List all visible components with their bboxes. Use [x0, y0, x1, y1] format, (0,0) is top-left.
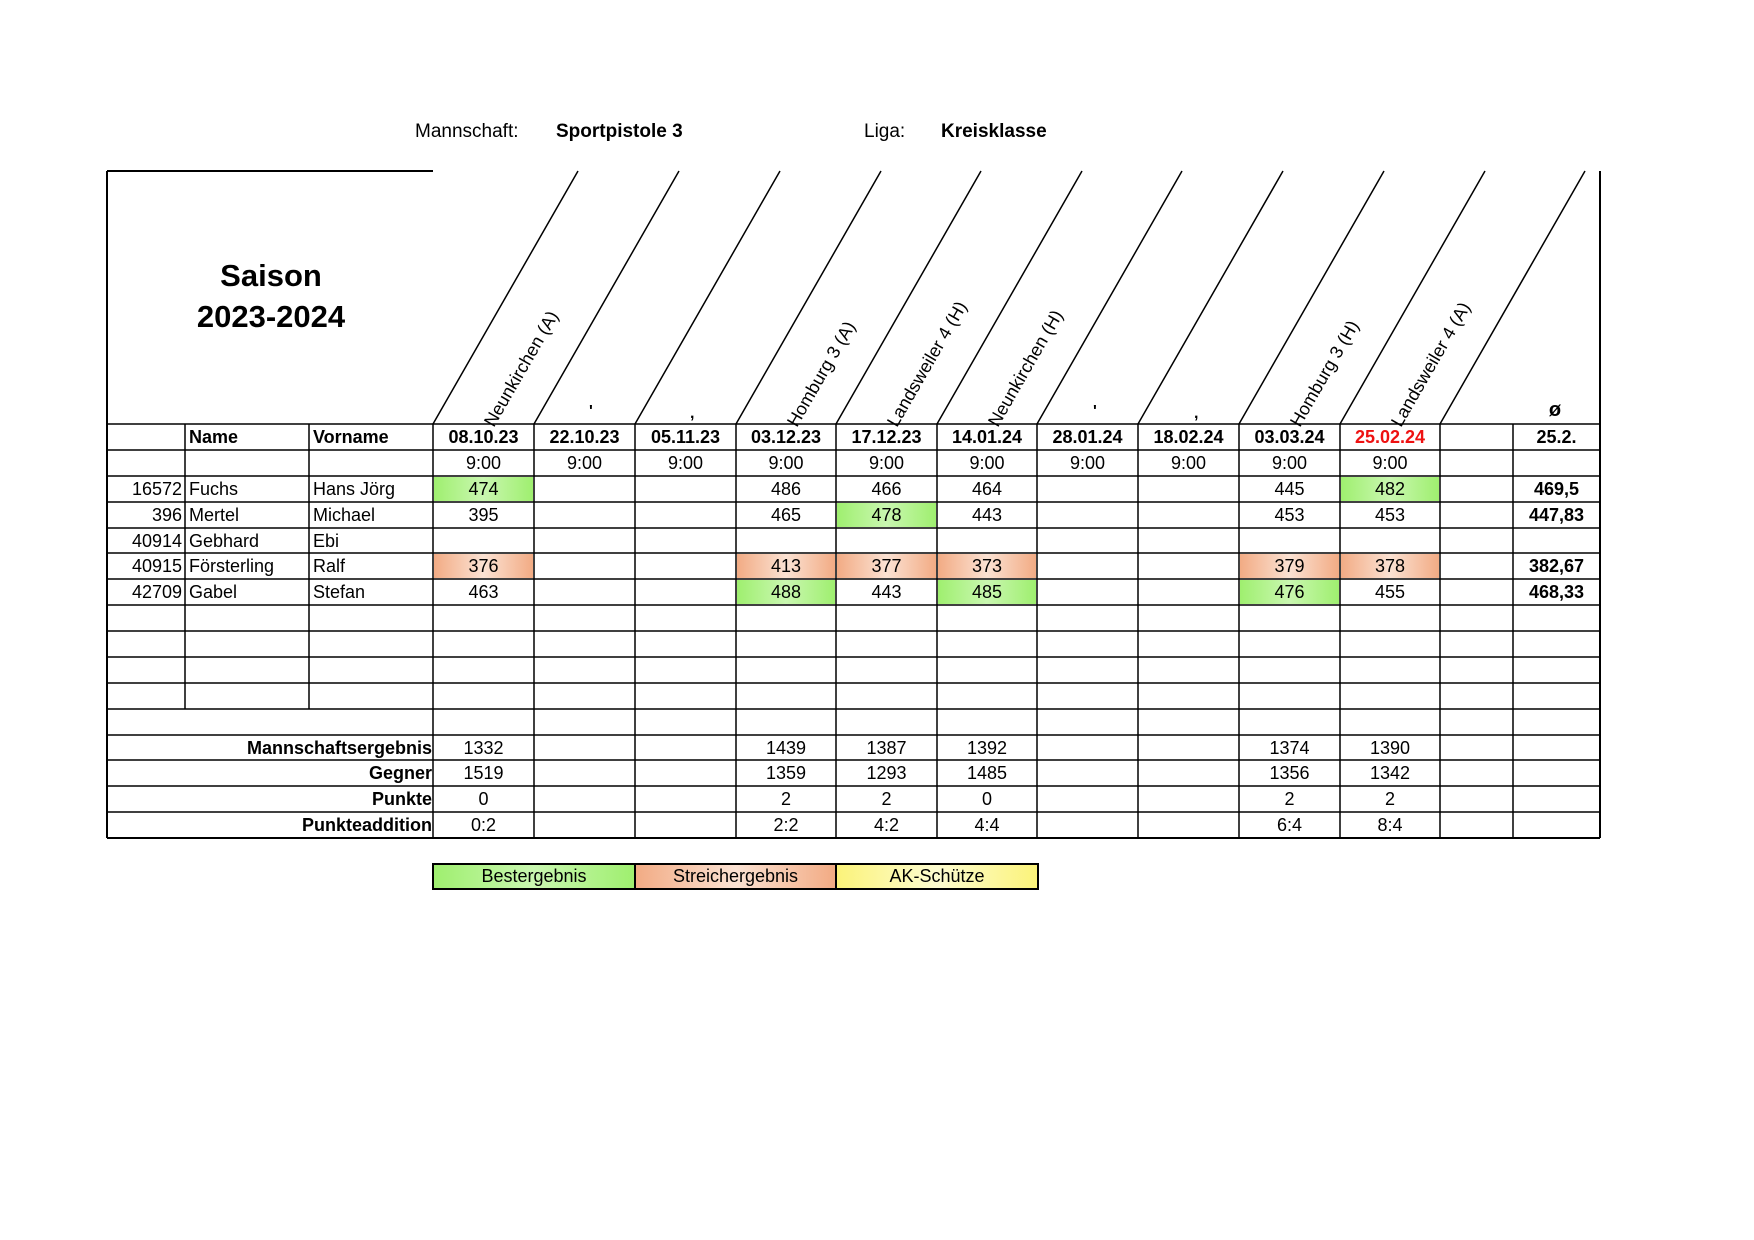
- score-cell: 478: [837, 503, 936, 527]
- player-name: Försterling: [189, 556, 275, 576]
- score-cell: 482: [1341, 477, 1439, 501]
- score-cell: 379: [1240, 554, 1339, 578]
- summary-value: 0: [478, 789, 489, 809]
- score-cell: [636, 477, 735, 501]
- score-cell: 378: [1341, 554, 1439, 578]
- summary-label: Mannschaftsergebnis: [246, 738, 432, 758]
- opponent-label: Landsweiler 4 (H): [883, 297, 971, 430]
- opponent-label: Homburg 3 (A): [783, 317, 860, 430]
- score-cell: [535, 580, 634, 604]
- summary-value: 1392: [966, 738, 1008, 758]
- legend-ak: AK-Schütze: [835, 863, 1039, 890]
- score-cell: 474: [434, 477, 533, 501]
- team-label: Mannschaft:: [415, 121, 519, 142]
- score-cell: 443: [971, 505, 1003, 525]
- score-cell: 413: [737, 554, 835, 578]
- summary-value: 2: [1284, 789, 1295, 809]
- score-cell: [535, 529, 634, 553]
- summary-value: 1485: [966, 763, 1008, 783]
- summary-value: 8:4: [1377, 815, 1403, 835]
- column-header-date: 22.10.23: [549, 427, 620, 447]
- score-cell: [1139, 580, 1238, 604]
- score-cell: 486: [770, 479, 802, 499]
- legend-best: Bestergebnis: [432, 863, 636, 890]
- summary-value: 1439: [765, 738, 807, 758]
- summary-value: [1139, 761, 1238, 785]
- summary-value: [1038, 736, 1137, 760]
- score-cell: [1038, 503, 1137, 527]
- summary-value: 2:2: [773, 815, 799, 835]
- summary-value: 1293: [866, 763, 907, 783]
- summary-label: Gegner: [368, 763, 432, 783]
- opponent-label: Landsweiler 4 (A): [1387, 298, 1475, 430]
- player-id: 40915: [131, 556, 182, 576]
- match-time: 9:00: [868, 453, 905, 473]
- score-cell: 463: [468, 582, 499, 602]
- summary-value: 1390: [1369, 738, 1411, 758]
- score-cell: 476: [1240, 580, 1339, 604]
- summary-value: [1038, 761, 1137, 785]
- column-header-date: 18.02.24: [1153, 427, 1224, 447]
- player-average: [1514, 529, 1599, 553]
- summary-value: [636, 787, 735, 811]
- score-cell: [1139, 529, 1238, 553]
- score-cell: [1038, 554, 1137, 578]
- summary-value: 4:4: [974, 815, 1000, 835]
- opponent-label: Neunkirchen (A): [480, 307, 563, 430]
- summary-value: 6:4: [1276, 815, 1303, 835]
- summary-value: 1374: [1269, 738, 1310, 758]
- summary-value: 1342: [1369, 763, 1411, 783]
- summary-value: 1356: [1269, 763, 1310, 783]
- summary-value: [535, 761, 634, 785]
- player-average: 447,83: [1528, 505, 1585, 525]
- match-time: 9:00: [566, 453, 603, 473]
- legend-strike: Streichergebnis: [634, 863, 837, 890]
- score-cell: [1038, 477, 1137, 501]
- summary-value: 1359: [765, 763, 807, 783]
- player-name: Gabel: [189, 582, 238, 602]
- column-header-name: Name: [189, 427, 239, 447]
- tick-mark: ,: [690, 405, 695, 422]
- summary-value: [1139, 787, 1238, 811]
- score-cell: 376: [434, 554, 533, 578]
- match-time: 9:00: [969, 453, 1005, 473]
- match-time: 9:00: [465, 453, 502, 473]
- match-time: 9:00: [1170, 453, 1207, 473]
- score-cell: [1341, 529, 1439, 553]
- opponent-label: Homburg 3 (H): [1286, 316, 1363, 430]
- score-cell: [1139, 503, 1238, 527]
- column-header-date: 08.10.23: [448, 427, 519, 447]
- score-cell: [837, 529, 936, 553]
- summary-value: 1332: [463, 738, 504, 758]
- team-value: Sportpistole 3: [556, 121, 683, 142]
- score-cell: [636, 580, 735, 604]
- summary-value: 1519: [463, 763, 504, 783]
- summary-value: [636, 736, 735, 760]
- score-cell: [535, 503, 634, 527]
- player-id: 396: [151, 505, 182, 525]
- player-id: 40914: [131, 531, 182, 551]
- column-header-date: 03.12.23: [750, 427, 822, 447]
- score-cell: [737, 529, 835, 553]
- score-cell: [636, 503, 735, 527]
- player-firstname: Michael: [313, 505, 376, 525]
- player-firstname: Ralf: [313, 556, 346, 576]
- player-firstname: Ebi: [313, 531, 340, 551]
- column-header-average: 25.2.: [1536, 427, 1577, 447]
- score-cell: [535, 554, 634, 578]
- score-cell: 395: [468, 505, 499, 525]
- score-cell: 485: [938, 580, 1036, 604]
- player-average: 468,33: [1528, 582, 1585, 602]
- score-cell: [1240, 529, 1339, 553]
- score-cell: 453: [1374, 505, 1406, 525]
- player-name: Gebhard: [189, 531, 260, 551]
- summary-value: [535, 736, 634, 760]
- summary-value: [1139, 736, 1238, 760]
- score-cell: [636, 529, 735, 553]
- player-id: 16572: [131, 479, 182, 499]
- season-title: Saison: [220, 258, 322, 293]
- match-time: 9:00: [667, 453, 704, 473]
- score-cell: 455: [1374, 582, 1406, 602]
- summary-value: 0: [981, 789, 992, 809]
- summary-value: [636, 813, 735, 837]
- score-cell: 377: [837, 554, 936, 578]
- score-cell: [1139, 554, 1238, 578]
- score-cell: 466: [871, 479, 902, 499]
- score-cell: 445: [1274, 479, 1305, 499]
- player-average: 382,67: [1528, 556, 1585, 576]
- player-id: 42709: [131, 582, 182, 602]
- summary-value: 1387: [866, 738, 907, 758]
- tick-mark: ,: [1194, 405, 1199, 422]
- summary-value: 0:2: [470, 815, 497, 835]
- score-cell: 453: [1274, 505, 1305, 525]
- score-cell: 488: [737, 580, 835, 604]
- match-time: 9:00: [1271, 453, 1308, 473]
- season-years: 2023-2024: [196, 299, 346, 334]
- summary-label: Punkte: [371, 789, 432, 809]
- column-header-date: 28.01.24: [1052, 427, 1123, 447]
- opponent-label: Neunkirchen (H): [984, 306, 1067, 430]
- average-symbol: ø: [1548, 399, 1562, 421]
- summary-value: 2: [1384, 789, 1395, 809]
- score-cell: 465: [770, 505, 802, 525]
- column-header-date: 17.12.23: [851, 427, 922, 447]
- column-header-date: 25.02.24: [1354, 427, 1426, 447]
- score-cell: [938, 529, 1036, 553]
- league-value: Kreisklasse: [941, 121, 1047, 142]
- match-time: 9:00: [1372, 453, 1408, 473]
- tick-mark: ': [589, 403, 593, 420]
- score-cell: [1038, 529, 1137, 553]
- player-name: Fuchs: [189, 479, 239, 499]
- player-firstname: Stefan: [313, 582, 366, 602]
- score-cell: [1038, 580, 1137, 604]
- summary-value: [1038, 813, 1137, 837]
- summary-value: 2: [881, 789, 892, 809]
- tick-mark: ': [1093, 403, 1097, 420]
- score-cell: 464: [971, 479, 1003, 499]
- summary-value: [1038, 787, 1137, 811]
- score-cell: [1139, 477, 1238, 501]
- column-header-date: 14.01.24: [951, 427, 1023, 447]
- match-time: 9:00: [1069, 453, 1106, 473]
- match-time: 9:00: [768, 453, 804, 473]
- score-cell: [434, 529, 533, 553]
- summary-label: Punkteaddition: [302, 815, 432, 835]
- score-cell: [535, 477, 634, 501]
- score-cell: 373: [938, 554, 1036, 578]
- summary-value: 4:2: [873, 815, 900, 835]
- grid-line: [1440, 171, 1585, 424]
- player-name: Mertel: [189, 505, 240, 525]
- player-firstname: Hans Jörg: [313, 479, 396, 499]
- summary-value: [636, 761, 735, 785]
- score-cell: 443: [871, 582, 902, 602]
- summary-value: [1139, 813, 1238, 837]
- summary-value: 2: [780, 789, 791, 809]
- column-header-date: 03.03.24: [1254, 427, 1325, 447]
- column-header-firstname: Vorname: [313, 427, 389, 447]
- summary-value: [535, 787, 634, 811]
- player-average: 469,5: [1533, 479, 1580, 499]
- score-cell: [636, 554, 735, 578]
- league-label: Liga:: [864, 121, 906, 142]
- summary-value: [535, 813, 634, 837]
- column-header-date: 05.11.23: [650, 427, 721, 447]
